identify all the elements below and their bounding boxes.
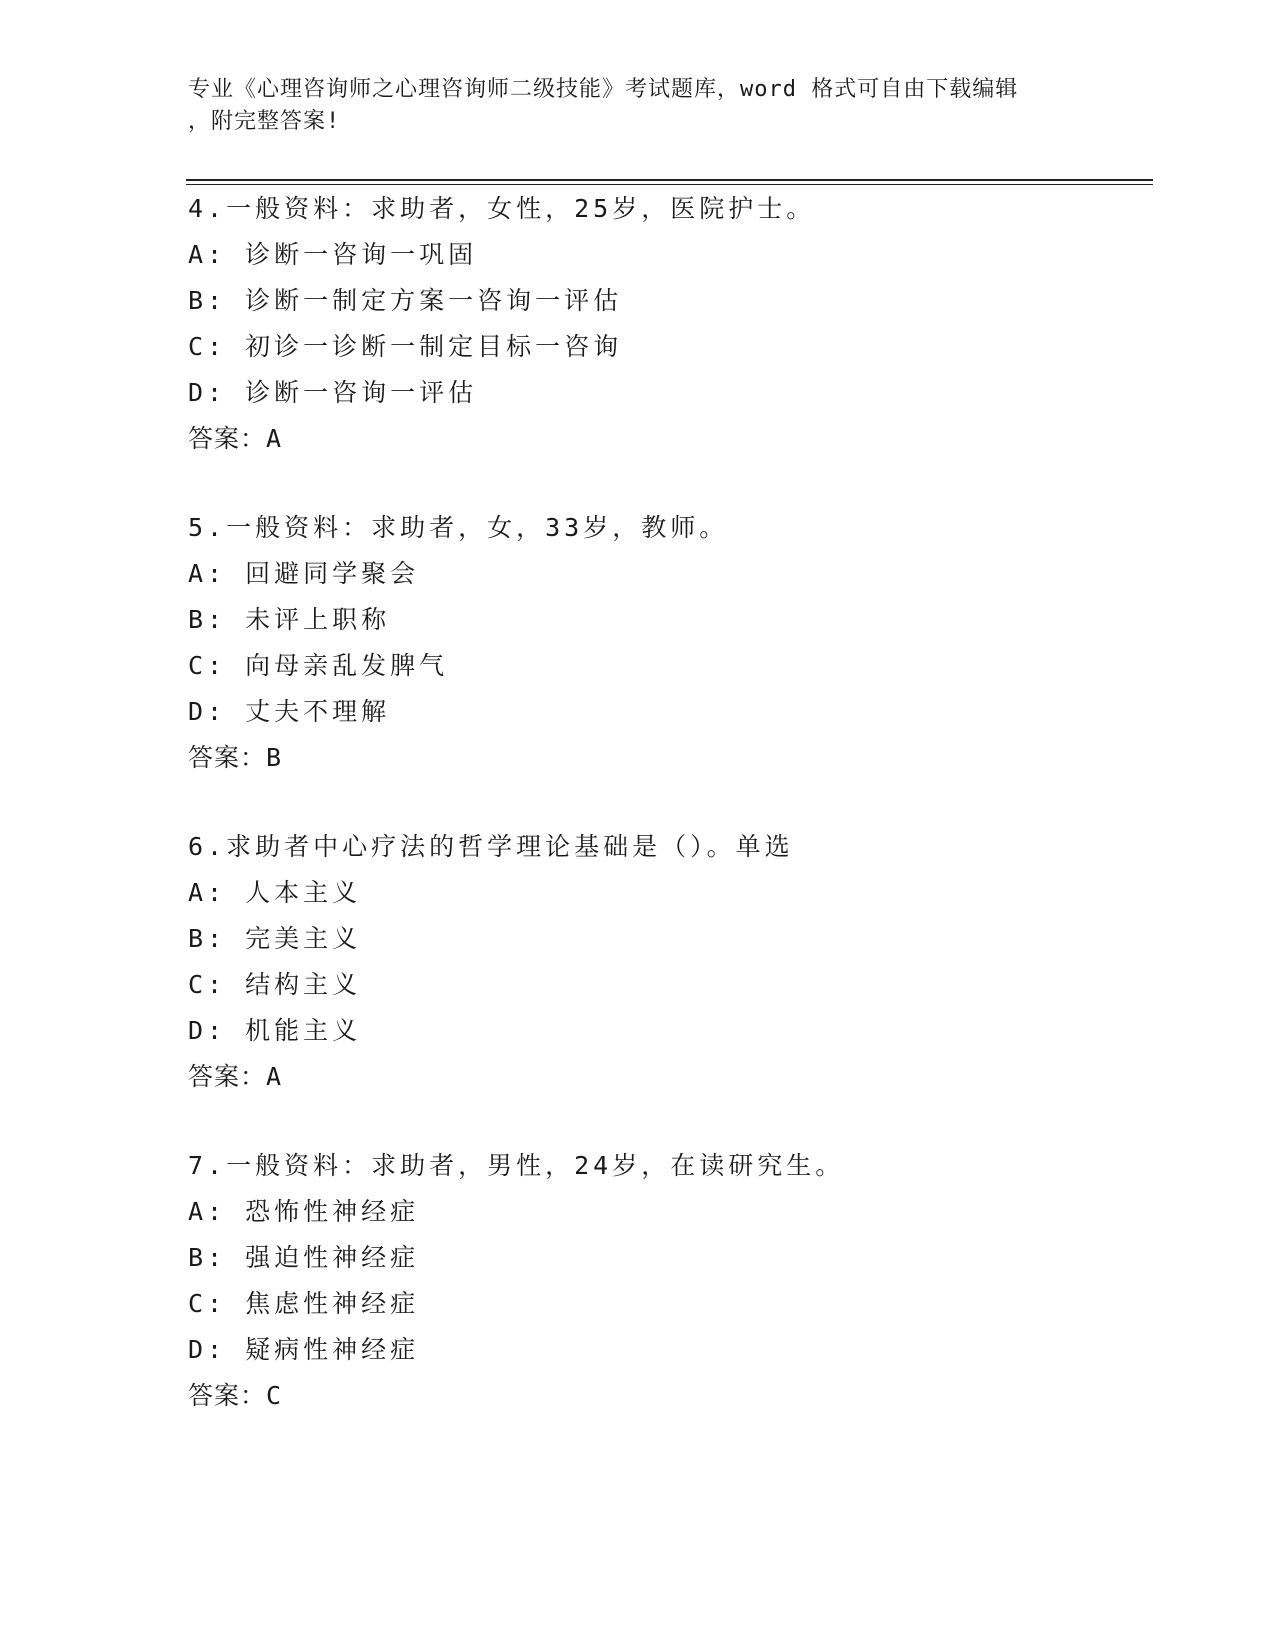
option-b: B: 完美主义 <box>188 924 362 953</box>
option-c: C: 初诊一诊断一制定目标一咨询 <box>188 332 623 361</box>
option-c: C: 结构主义 <box>188 970 362 999</box>
header-divider-thick <box>186 179 1153 181</box>
answer-line: 答案：C <box>188 1381 283 1410</box>
header-title-line-2: ，附完整答案! <box>188 109 341 134</box>
option-d: D: 诊断一咨询一评估 <box>188 378 478 407</box>
question-stem: 6.求助者中心疗法的哲学理论基础是（）。单选 <box>188 832 794 861</box>
question-stem: 5.一般资料：求助者，女，33岁，教师。 <box>188 513 729 542</box>
question-stem: 4.一般资料：求助者，女性，25岁，医院护士。 <box>188 194 816 223</box>
option-b: B: 强迫性神经症 <box>188 1243 420 1272</box>
option-d: D: 疑病性神经症 <box>188 1335 420 1364</box>
option-a: A: 回避同学聚会 <box>188 559 420 588</box>
question-block <box>188 186 1148 462</box>
question-block <box>188 824 1148 1100</box>
document-header <box>188 74 1088 138</box>
header-divider-thin <box>186 184 1153 185</box>
question-block <box>188 1143 1148 1419</box>
option-d: D: 丈夫不理解 <box>188 697 391 726</box>
answer-line: 答案：A <box>188 424 283 453</box>
option-a: A: 诊断一咨询一巩固 <box>188 240 478 269</box>
option-d: D: 机能主义 <box>188 1016 362 1045</box>
option-a: A: 人本主义 <box>188 878 362 907</box>
option-c: C: 焦虑性神经症 <box>188 1289 420 1318</box>
answer-line: 答案：B <box>188 743 283 772</box>
question-block <box>188 505 1148 781</box>
option-a: A: 恐怖性神经症 <box>188 1197 420 1226</box>
option-c: C: 向母亲乱发脾气 <box>188 651 449 680</box>
option-b: B: 诊断一制定方案一咨询一评估 <box>188 286 623 315</box>
answer-line: 答案：A <box>188 1062 283 1091</box>
header-title-line-1: 专业《心理咨询师之心理咨询师二级技能》考试题库，word 格式可自由下载编辑 <box>188 77 1019 102</box>
question-stem: 7.一般资料：求助者，男性，24岁，在读研究生。 <box>188 1151 845 1180</box>
option-b: B: 未评上职称 <box>188 605 391 634</box>
